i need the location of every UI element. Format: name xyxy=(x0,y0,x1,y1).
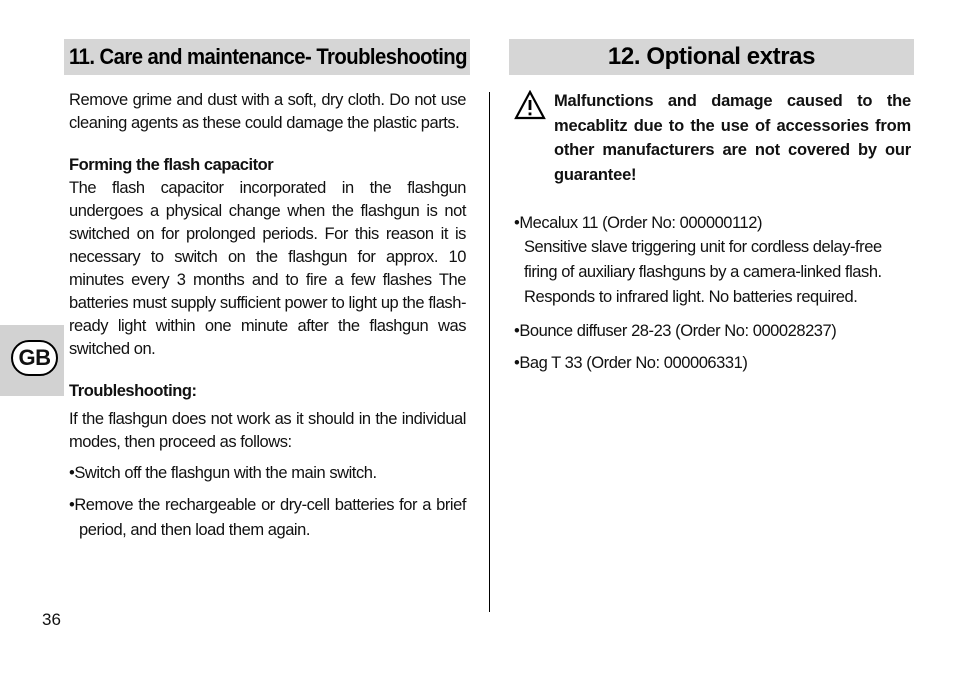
care-intro-paragraph: Remove grime and dust with a soft, dry cloth. Do not use cleaning agents as these could damage the plastic parts. xyxy=(69,91,466,132)
capacitor-heading: Forming the flash capacitor xyxy=(69,156,274,174)
warning-notice xyxy=(514,89,911,187)
section-title-text: 11. Care and maintenance- Troubleshooting xyxy=(69,44,467,69)
troubleshooting-heading: Troubleshooting: xyxy=(69,382,197,400)
accessory-item: •Mecalux 11 (Order No: 000000112) xyxy=(514,214,763,232)
accessory-item: •Bag T 33 (Order No: 000006331) xyxy=(514,354,748,372)
warning-triangle-icon xyxy=(514,90,546,120)
language-badge xyxy=(11,340,58,376)
section-title-optional-extras xyxy=(509,39,914,75)
accessory-item: •Bounce diffuser 28-23 (Order No: 000028237) xyxy=(514,322,837,340)
troubleshooting-step: •Switch off the flashgun with the main switch. xyxy=(69,464,377,482)
troubleshooting-step: •Remove the rechargeable or dry-cell batteries for a brief period, and then load them again. xyxy=(69,496,466,539)
column-divider xyxy=(489,92,490,612)
accessory-description: Sensitive slave triggering unit for cordless delay-free firing of auxiliary flashguns by a camera-linked flash. Responds to infrared light. No batteries required. xyxy=(524,238,882,306)
section-title-text: 12. Optional extras xyxy=(607,43,816,70)
capacitor-paragraph: The flash capacitor incorporated in the flashgun undergoes a physical change when the flashgun is not switched on for prolonged periods. For this reason it is necessary to switch on the flashgun for approx. 10 minutes every 3 months and to fire a few flashes The batteries must supply sufficient power to light up the flash-ready light within one minute after the flashgun was switched on. xyxy=(69,179,466,358)
troubleshooting-intro: If the flashgun does not work as it should in the individual modes, then proceed as follows: xyxy=(69,410,466,451)
right-column xyxy=(514,89,911,375)
page-number: 36 xyxy=(42,610,61,629)
left-column xyxy=(69,89,466,543)
section-title-care-maintenance xyxy=(64,39,470,75)
language-label: GB xyxy=(18,345,51,370)
warning-text: Malfunctions and damage caused to the mecablitz due to the use of accessories from other manufacturers are not covered by our guarantee! xyxy=(554,92,911,184)
